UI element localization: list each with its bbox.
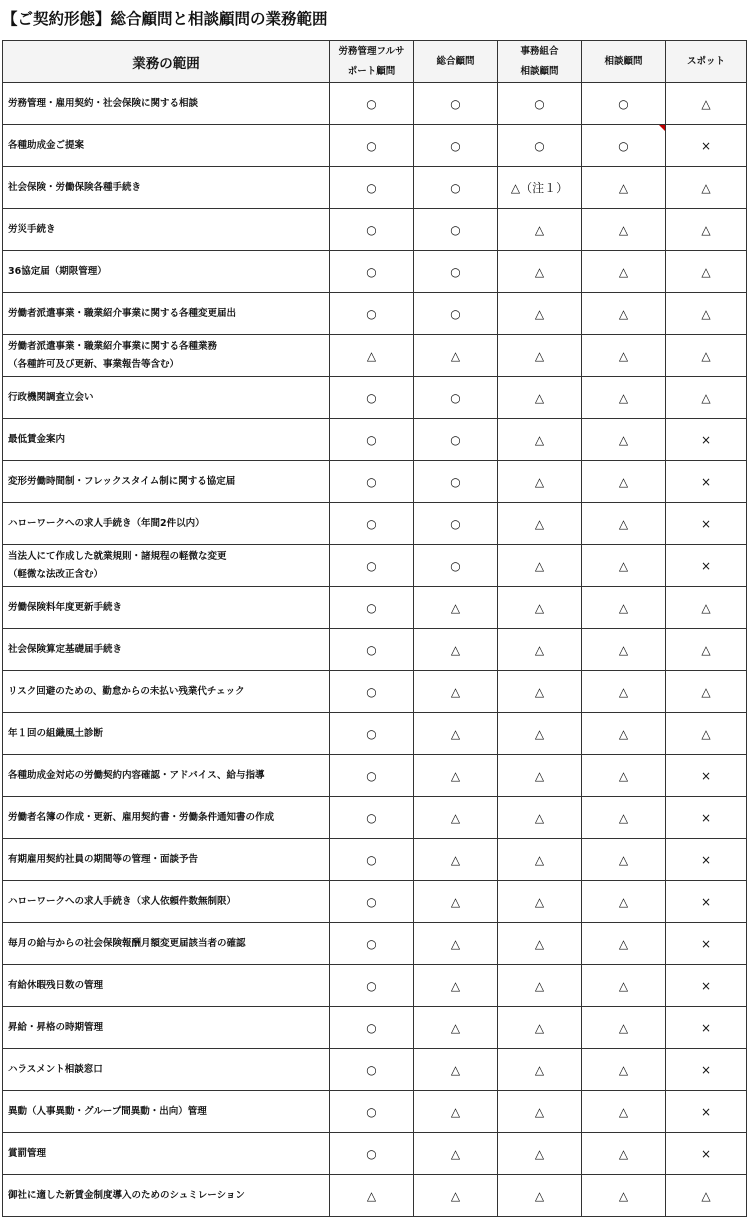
service-name-cell xyxy=(3,83,330,125)
table-row xyxy=(3,713,747,755)
availability-mark: △ xyxy=(582,629,666,671)
availability-mark: △ xyxy=(582,377,666,419)
availability-mark: △ xyxy=(498,251,582,293)
availability-mark: ○ xyxy=(498,125,582,167)
availability-mark: △ xyxy=(666,293,747,335)
availability-mark: △ xyxy=(498,797,582,839)
table-row xyxy=(3,503,747,545)
availability-mark: ○ xyxy=(582,83,666,125)
availability-mark: ○ xyxy=(582,125,666,167)
availability-mark: ○ xyxy=(330,671,414,713)
service-name-cell xyxy=(3,1091,330,1133)
column-header-line: ポート顧問 xyxy=(347,65,396,77)
availability-mark: △ xyxy=(414,1007,498,1049)
table-row xyxy=(3,965,747,1007)
table-row xyxy=(3,125,747,167)
column-header-line: スポット xyxy=(686,55,725,67)
availability-mark: △ xyxy=(666,83,747,125)
service-name-cell xyxy=(3,923,330,965)
service-name-cell xyxy=(3,1049,330,1091)
availability-mark: △ xyxy=(582,713,666,755)
comment-marker-icon xyxy=(659,125,665,131)
availability-mark: △ xyxy=(498,503,582,545)
availability-mark: × xyxy=(666,545,747,587)
availability-mark: △ xyxy=(414,839,498,881)
table-row xyxy=(3,1007,747,1049)
availability-mark: ○ xyxy=(414,419,498,461)
service-name: 社会保険・労働保険各種手続き xyxy=(8,181,142,193)
column-header-union xyxy=(498,41,582,83)
table-row xyxy=(3,755,747,797)
service-name-cell xyxy=(3,545,330,587)
availability-mark: △ xyxy=(414,671,498,713)
availability-mark: △ xyxy=(666,167,747,209)
availability-mark: △ xyxy=(582,209,666,251)
table-row xyxy=(3,167,747,209)
service-name: 労災手続き xyxy=(8,223,56,235)
availability-mark: △ xyxy=(414,335,498,377)
service-scope-table xyxy=(2,40,747,1217)
availability-mark: ○ xyxy=(330,1049,414,1091)
service-name-cell xyxy=(3,1007,330,1049)
availability-mark: ○ xyxy=(330,251,414,293)
availability-mark: ○ xyxy=(414,125,498,167)
availability-mark: ○ xyxy=(330,629,414,671)
availability-mark: ○ xyxy=(330,461,414,503)
service-name-cell xyxy=(3,629,330,671)
availability-mark: △ xyxy=(498,713,582,755)
service-name: 労働者派遣事業・職業紹介事業に関する各種変更届出 xyxy=(8,307,237,319)
availability-mark: △ xyxy=(498,881,582,923)
scope-header: 業務の範囲 xyxy=(3,41,330,83)
availability-mark: ○ xyxy=(414,251,498,293)
availability-mark: × xyxy=(666,839,747,881)
service-name: 労働保険料年度更新手続き xyxy=(8,601,123,613)
availability-mark: ○ xyxy=(330,167,414,209)
availability-mark: △ xyxy=(582,503,666,545)
service-name: 労働者派遣事業・職業紹介事業に関する各種業務 xyxy=(8,340,218,352)
availability-mark: △ xyxy=(582,1175,666,1217)
availability-mark: △ xyxy=(582,293,666,335)
service-name: ハローワークへの求人手続き（年間2件以内） xyxy=(8,517,205,529)
availability-mark: ○ xyxy=(330,1091,414,1133)
availability-mark: ○ xyxy=(330,545,414,587)
availability-mark: △ xyxy=(666,377,747,419)
availability-mark: × xyxy=(666,965,747,1007)
column-header-line: 事務組合 xyxy=(520,45,559,57)
availability-mark: △ xyxy=(582,965,666,1007)
table-row xyxy=(3,251,747,293)
availability-mark: ○ xyxy=(330,125,414,167)
service-name-cell xyxy=(3,419,330,461)
service-name-cell xyxy=(3,209,330,251)
availability-mark: ○ xyxy=(330,83,414,125)
availability-mark: △ xyxy=(498,419,582,461)
service-name: 年１回の組織風土診断 xyxy=(8,727,104,739)
availability-mark: △ xyxy=(414,1091,498,1133)
service-name: 労務管理・雇用契約・社会保険に関する相談 xyxy=(8,97,199,109)
service-name-cell xyxy=(3,1133,330,1175)
service-name-cell xyxy=(3,461,330,503)
table-row xyxy=(3,839,747,881)
availability-mark: ○ xyxy=(414,377,498,419)
service-name-cell xyxy=(3,251,330,293)
service-name: 異動（人事異動・グループ間異動・出向）管理 xyxy=(8,1105,207,1117)
column-header-full-support xyxy=(330,41,414,83)
column-header-spot xyxy=(666,41,747,83)
availability-mark: △（注１） xyxy=(498,167,582,209)
availability-mark: △ xyxy=(414,587,498,629)
availability-mark: △ xyxy=(582,881,666,923)
service-name-cell xyxy=(3,881,330,923)
availability-mark: △ xyxy=(498,629,582,671)
service-name: ハラスメント相談窓口 xyxy=(8,1063,103,1075)
availability-mark: × xyxy=(666,1049,747,1091)
availability-mark: ○ xyxy=(330,839,414,881)
availability-mark: ○ xyxy=(498,83,582,125)
availability-mark: △ xyxy=(414,1133,498,1175)
service-name: （各種許可及び更新、事業報告等含む） xyxy=(8,358,180,370)
service-name: ハローワークへの求人手続き（求人依頼件数無制限） xyxy=(8,895,237,907)
availability-mark: △ xyxy=(582,251,666,293)
availability-mark: △ xyxy=(330,335,414,377)
availability-mark: △ xyxy=(582,587,666,629)
service-name-cell xyxy=(3,671,330,713)
availability-mark: △ xyxy=(666,713,747,755)
availability-mark: △ xyxy=(666,251,747,293)
availability-mark: △ xyxy=(414,1175,498,1217)
table-row xyxy=(3,1091,747,1133)
service-name-cell xyxy=(3,335,330,377)
availability-mark: ○ xyxy=(330,377,414,419)
availability-mark: △ xyxy=(666,629,747,671)
availability-mark: △ xyxy=(582,923,666,965)
service-name-cell xyxy=(3,797,330,839)
availability-mark: △ xyxy=(582,1049,666,1091)
availability-mark: △ xyxy=(414,629,498,671)
table-row xyxy=(3,629,747,671)
table-row xyxy=(3,1175,747,1217)
availability-mark: ○ xyxy=(330,587,414,629)
availability-mark: ○ xyxy=(414,209,498,251)
availability-mark: ○ xyxy=(330,797,414,839)
availability-mark: △ xyxy=(414,965,498,1007)
availability-mark: △ xyxy=(498,1007,582,1049)
availability-mark: △ xyxy=(498,1175,582,1217)
availability-mark: △ xyxy=(498,209,582,251)
availability-mark: △ xyxy=(582,167,666,209)
table-row xyxy=(3,293,747,335)
availability-mark: △ xyxy=(498,335,582,377)
availability-mark: ○ xyxy=(330,713,414,755)
table-row xyxy=(3,377,747,419)
column-header-consult xyxy=(582,41,666,83)
availability-mark: △ xyxy=(666,1175,747,1217)
column-header-general xyxy=(414,41,498,83)
table-row xyxy=(3,1133,747,1175)
availability-mark: × xyxy=(666,755,747,797)
table-row xyxy=(3,419,747,461)
availability-mark: × xyxy=(666,1007,747,1049)
table-row xyxy=(3,671,747,713)
availability-mark: △ xyxy=(582,839,666,881)
availability-mark: × xyxy=(666,923,747,965)
availability-mark: ○ xyxy=(414,545,498,587)
availability-mark: △ xyxy=(582,755,666,797)
service-name: 昇給・昇格の時期管理 xyxy=(8,1021,104,1033)
service-name-cell xyxy=(3,125,330,167)
availability-mark: × xyxy=(666,125,747,167)
service-name-cell xyxy=(3,167,330,209)
table-row xyxy=(3,335,747,377)
availability-mark: × xyxy=(666,881,747,923)
column-header-line: 相談顧問 xyxy=(520,65,559,77)
service-name-cell xyxy=(3,293,330,335)
availability-mark: ○ xyxy=(414,167,498,209)
column-header-line: 総合顧問 xyxy=(436,55,475,67)
availability-mark: △ xyxy=(666,335,747,377)
availability-mark: × xyxy=(666,1133,747,1175)
column-header-line: 相談顧問 xyxy=(604,55,643,67)
availability-mark: ○ xyxy=(414,83,498,125)
availability-mark: ○ xyxy=(330,419,414,461)
availability-mark: △ xyxy=(498,923,582,965)
service-name: 各種助成金ご提案 xyxy=(8,139,85,151)
service-name-cell xyxy=(3,377,330,419)
availability-mark: △ xyxy=(498,545,582,587)
availability-mark: △ xyxy=(414,755,498,797)
availability-mark: △ xyxy=(498,587,582,629)
service-name: 有給休暇残日数の管理 xyxy=(8,979,104,991)
availability-mark: △ xyxy=(582,1091,666,1133)
service-name: 賞罰管理 xyxy=(8,1147,47,1159)
availability-mark: △ xyxy=(498,293,582,335)
service-name: （軽微な法改正含む） xyxy=(8,568,104,580)
service-name: 変形労働時間制・フレックスタイム制に関する協定届 xyxy=(8,475,236,487)
availability-mark: × xyxy=(666,503,747,545)
table-row xyxy=(3,209,747,251)
availability-mark: △ xyxy=(414,881,498,923)
service-name: 36協定届（期限管理） xyxy=(8,265,107,277)
availability-mark: △ xyxy=(414,797,498,839)
service-name-cell xyxy=(3,755,330,797)
availability-mark: △ xyxy=(498,839,582,881)
service-name: リスク回避のための、勤怠からの未払い残業代チェック xyxy=(8,685,245,697)
availability-mark: △ xyxy=(498,1133,582,1175)
availability-mark: △ xyxy=(330,1175,414,1217)
availability-mark: ○ xyxy=(414,293,498,335)
availability-mark: △ xyxy=(582,335,666,377)
service-name-cell xyxy=(3,1175,330,1217)
availability-mark: △ xyxy=(498,1091,582,1133)
service-name-cell xyxy=(3,587,330,629)
table-row xyxy=(3,83,747,125)
availability-mark: × xyxy=(666,1091,747,1133)
availability-mark: ○ xyxy=(330,923,414,965)
availability-mark: △ xyxy=(582,1133,666,1175)
availability-mark: △ xyxy=(498,377,582,419)
availability-mark: ○ xyxy=(330,1007,414,1049)
table-row xyxy=(3,881,747,923)
availability-mark: △ xyxy=(666,671,747,713)
availability-mark: ○ xyxy=(330,881,414,923)
availability-mark: △ xyxy=(666,209,747,251)
table-row xyxy=(3,587,747,629)
column-header-line: 労務管理フルサ xyxy=(338,45,405,57)
availability-mark: △ xyxy=(582,419,666,461)
table-body xyxy=(3,83,747,1217)
table-row xyxy=(3,461,747,503)
availability-mark: △ xyxy=(414,713,498,755)
service-name-cell xyxy=(3,965,330,1007)
service-name: 労働者名簿の作成・更新、雇用契約書・労働条件通知書の作成 xyxy=(8,811,275,823)
service-name: 最低賃金案内 xyxy=(8,433,66,445)
table-row xyxy=(3,1049,747,1091)
availability-mark: △ xyxy=(414,1049,498,1091)
service-name: 有期雇用契約社員の期間等の管理・面談予告 xyxy=(8,853,199,865)
availability-mark: ○ xyxy=(330,209,414,251)
availability-mark: △ xyxy=(582,797,666,839)
service-name: 行政機関調査立会い xyxy=(8,391,94,403)
service-name: 御社に適した新賃金制度導入のためのシュミレーション xyxy=(8,1189,245,1201)
availability-mark: ○ xyxy=(414,461,498,503)
table-row xyxy=(3,923,747,965)
availability-mark: △ xyxy=(498,965,582,1007)
page-title: 【ご契約形態】総合顧問と相談顧問の業務範囲 xyxy=(2,10,328,28)
service-name: 当法人にて作成した就業規則・諸規程の軽微な変更 xyxy=(8,550,227,562)
availability-mark: ○ xyxy=(330,503,414,545)
availability-mark: △ xyxy=(582,671,666,713)
table-row xyxy=(3,797,747,839)
availability-mark: △ xyxy=(498,755,582,797)
availability-mark: △ xyxy=(498,461,582,503)
table-row xyxy=(3,545,747,587)
availability-mark: ○ xyxy=(330,755,414,797)
availability-mark: ○ xyxy=(330,965,414,1007)
service-name: 毎月の給与からの社会保険報酬月額変更届該当者の確認 xyxy=(8,937,246,949)
service-name-cell xyxy=(3,503,330,545)
availability-mark: × xyxy=(666,419,747,461)
availability-mark: △ xyxy=(666,587,747,629)
service-name: 各種助成金対応の労働契約内容確認・アドバイス、給与指導 xyxy=(8,769,265,781)
availability-mark: ○ xyxy=(330,293,414,335)
availability-mark: △ xyxy=(498,671,582,713)
availability-mark: △ xyxy=(582,1007,666,1049)
service-name-cell xyxy=(3,713,330,755)
availability-mark: △ xyxy=(498,1049,582,1091)
availability-mark: △ xyxy=(414,923,498,965)
availability-mark: △ xyxy=(582,545,666,587)
availability-mark: ○ xyxy=(330,1133,414,1175)
service-name: 社会保険算定基礎届手続き xyxy=(8,643,123,655)
availability-mark: ○ xyxy=(414,503,498,545)
service-name-cell xyxy=(3,839,330,881)
header-row xyxy=(3,41,747,83)
availability-mark: × xyxy=(666,797,747,839)
availability-mark: × xyxy=(666,461,747,503)
availability-mark: △ xyxy=(582,461,666,503)
